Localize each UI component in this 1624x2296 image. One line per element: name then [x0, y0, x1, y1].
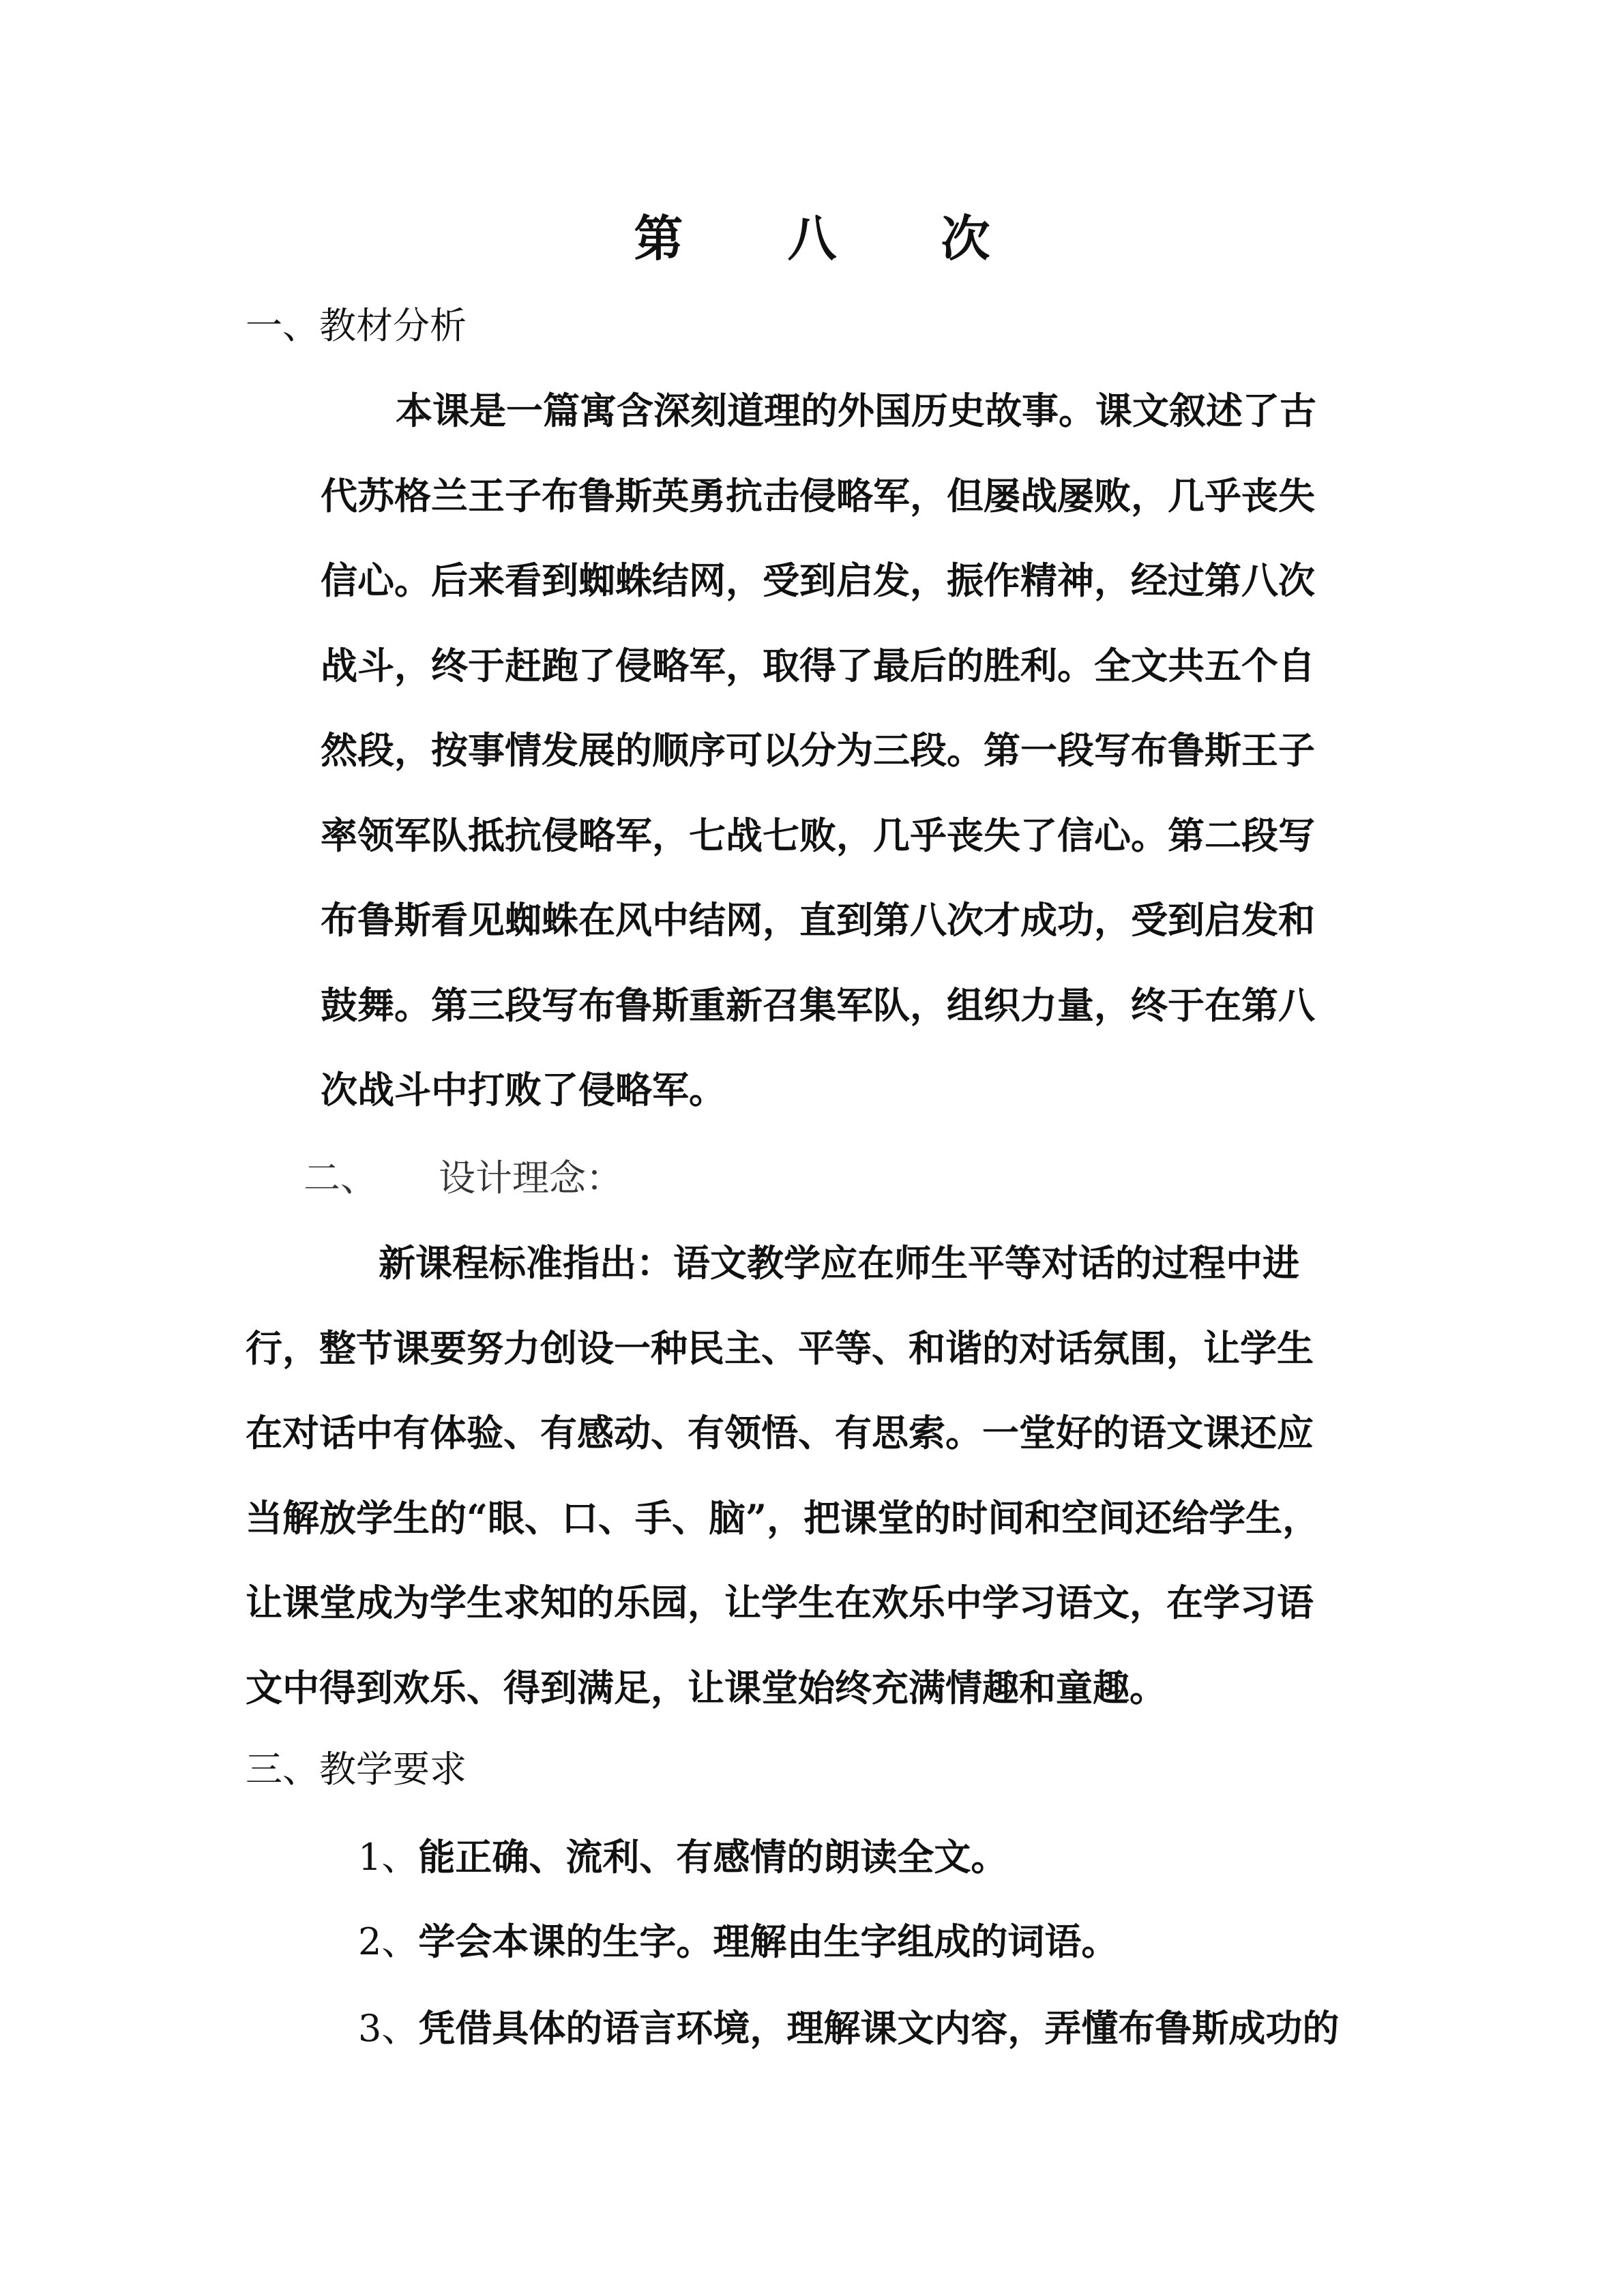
document-title: 第 八 次 [634, 209, 1034, 267]
section2-paragraph [246, 1221, 1364, 1730]
section3-heading: 三、教学要求 [246, 1748, 467, 1791]
paragraph-line: 让课堂成为学生求知的乐园，让学生在欢乐中学习语文，在学习语 [246, 1581, 1314, 1624]
paragraph-line: 当解放学生的“眼、口、手、脑”，把课堂的时间和空间还给学生， [246, 1495, 1320, 1540]
paragraph-line: 代苏格兰王子布鲁斯英勇抗击侵略军，但屡战屡败，几乎丧失 [321, 473, 1315, 518]
requirement-item [358, 1830, 1007, 1885]
section2-heading [304, 1151, 623, 1206]
requirement-text: 凭借具体的语言环境，理解课文内容，弄懂布鲁斯成功的 [418, 2006, 1340, 2050]
section2-heading-text: 设计理念： [439, 1157, 623, 1199]
paragraph-line: 文中得到欢乐、得到满足，让课堂始终充满情趣和童趣。 [246, 1665, 1166, 1710]
requirement-number: 3、 [358, 2007, 419, 2050]
requirement-item [358, 1914, 1118, 1969]
paragraph-line: 行，整节课要努力创设一种民主、平等、和谐的对话氛围，让学生 [246, 1326, 1314, 1370]
paragraph-line: 信心。后来看到蜘蛛结网，受到启发，振作精神，经过第八次 [321, 558, 1315, 602]
requirement-number: 1、 [358, 1836, 419, 1879]
paragraph-line: 本课是一篇寓含深刻道理的外国历史故事。课文叙述了古 [396, 389, 1316, 432]
paragraph-line: 次战斗中打败了侵略军。 [321, 1068, 726, 1112]
section1-paragraph [321, 368, 1364, 1133]
requirement-text: 能正确、流利、有感情的朗读全文。 [418, 1835, 1008, 1879]
requirement-text: 学会本课的生字。理解由生字组成的词语。 [418, 1920, 1119, 1963]
paragraph-line: 战斗，终于赶跑了侵略军，取得了最后的胜利。全文共五个自 [321, 643, 1315, 687]
paragraph-line: 新课程标准指出：语文教学应在师生平等对话的过程中进 [379, 1241, 1299, 1285]
requirement-number: 2、 [358, 1920, 419, 1963]
paragraph-line: 在对话中有体验、有感动、有领悟、有思索。一堂好的语文课还应 [246, 1411, 1314, 1455]
paragraph-line: 然段，按事情发展的顺序可以分为三段。第一段写布鲁斯王子 [321, 728, 1315, 772]
requirement-item [358, 2001, 1339, 2056]
section1-heading: 一、教材分析 [246, 304, 467, 347]
section2-heading-number: 二、 [304, 1157, 377, 1199]
paragraph-line: 布鲁斯看见蜘蛛在风中结网，直到第八次才成功，受到启发和 [321, 898, 1315, 942]
paragraph-line: 率领军队抵抗侵略军，七战七败，几乎丧失了信心。第二段写 [321, 813, 1315, 857]
paragraph-line: 鼓舞。第三段写布鲁斯重新召集军队，组织力量，终于在第八 [321, 983, 1315, 1027]
